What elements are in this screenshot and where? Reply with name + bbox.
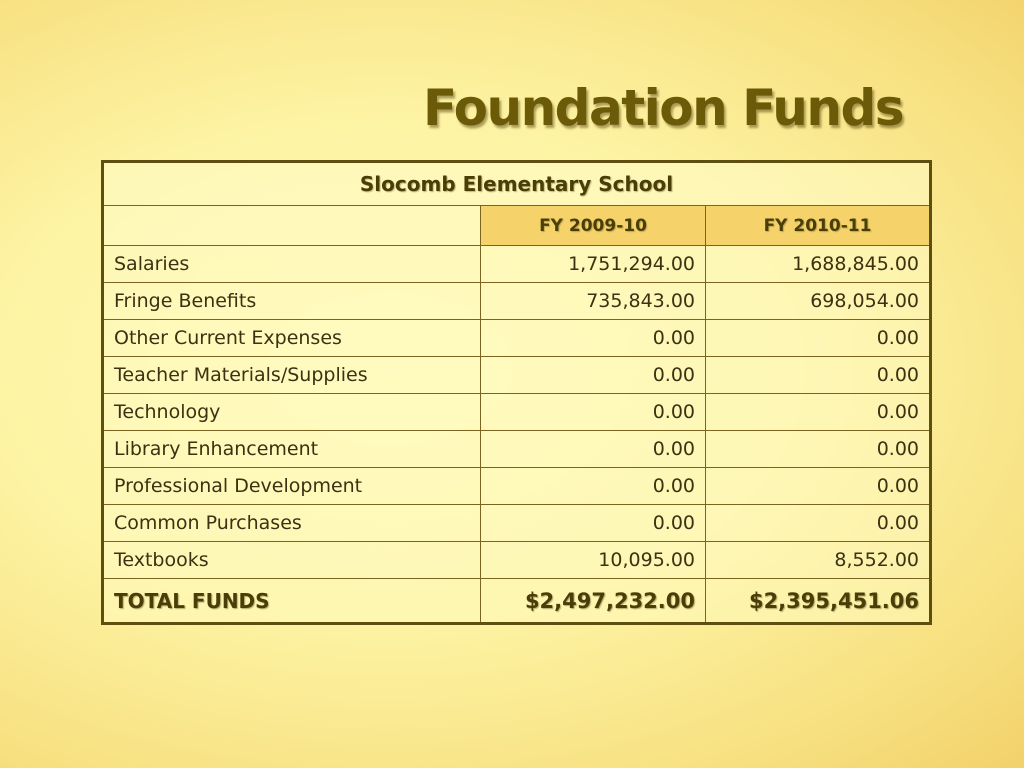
column-header-fy-2010-11: FY 2010-11 <box>706 206 931 246</box>
fy2009-value: 0.00 <box>481 431 706 468</box>
total-label: TOTAL FUNDS <box>103 579 481 624</box>
fy2009-value: 0.00 <box>481 468 706 505</box>
fy2010-value: 1,688,845.00 <box>706 246 931 283</box>
foundation-funds-table <box>101 160 932 625</box>
total-fy2009-value: $2,497,232.00 <box>481 579 706 624</box>
row-label: Common Purchases <box>103 505 481 542</box>
fy2009-value: 0.00 <box>481 505 706 542</box>
row-label: Teacher Materials/Supplies <box>103 357 481 394</box>
table-row <box>103 246 931 283</box>
table-row <box>103 468 931 505</box>
header-row <box>103 206 931 246</box>
fy2010-value: 0.00 <box>706 431 931 468</box>
fy2010-value: 8,552.00 <box>706 542 931 579</box>
fy2010-value: 0.00 <box>706 505 931 542</box>
total-row <box>103 579 931 624</box>
fy2010-value: 698,054.00 <box>706 283 931 320</box>
row-label: Technology <box>103 394 481 431</box>
fy2009-value: 0.00 <box>481 394 706 431</box>
fy2010-value: 0.00 <box>706 320 931 357</box>
fy2009-value: 1,751,294.00 <box>481 246 706 283</box>
row-label: Salaries <box>103 246 481 283</box>
table-row <box>103 542 931 579</box>
row-label: Professional Development <box>103 468 481 505</box>
row-label: Other Current Expenses <box>103 320 481 357</box>
table-row <box>103 283 931 320</box>
fy2009-value: 0.00 <box>481 320 706 357</box>
fy2010-value: 0.00 <box>706 357 931 394</box>
table-row <box>103 320 931 357</box>
table-row <box>103 394 931 431</box>
school-name-row <box>103 162 931 206</box>
total-fy2010-value: $2,395,451.06 <box>706 579 931 624</box>
row-label: Library Enhancement <box>103 431 481 468</box>
column-header-fy-2009-10: FY 2009-10 <box>481 206 706 246</box>
fy2010-value: 0.00 <box>706 394 931 431</box>
fy2010-value: 0.00 <box>706 468 931 505</box>
row-label: Fringe Benefits <box>103 283 481 320</box>
fy2009-value: 735,843.00 <box>481 283 706 320</box>
slide-title: Foundation Funds <box>423 79 904 137</box>
header-blank-cell <box>103 206 481 246</box>
table-row <box>103 357 931 394</box>
table-row <box>103 505 931 542</box>
school-name: Slocomb Elementary School <box>103 162 931 206</box>
row-label: Textbooks <box>103 542 481 579</box>
table-row <box>103 431 931 468</box>
fy2009-value: 0.00 <box>481 357 706 394</box>
fy2009-value: 10,095.00 <box>481 542 706 579</box>
